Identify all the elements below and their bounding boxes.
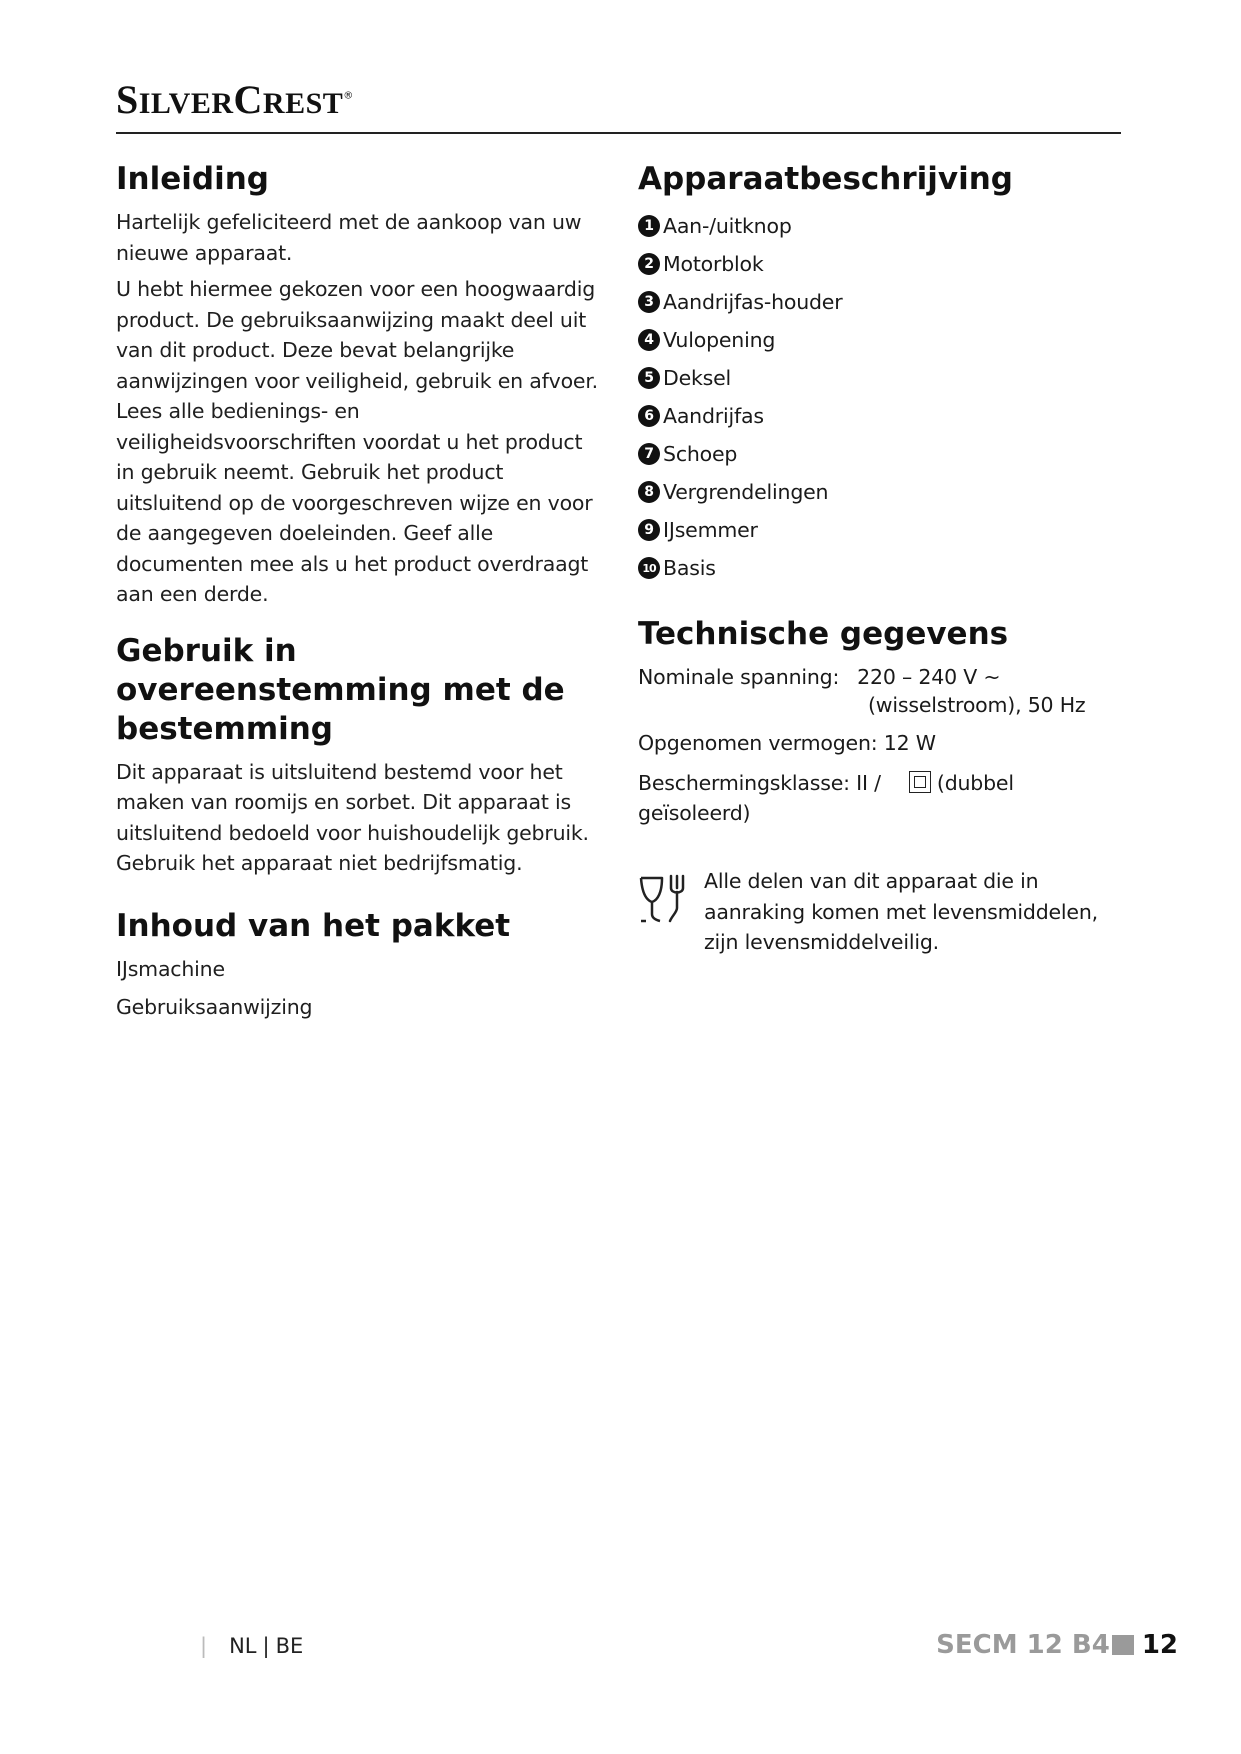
logo-letter: S: [116, 77, 139, 122]
number-badge: 3: [638, 291, 660, 313]
brand-logo: [116, 77, 354, 122]
number-badge: 5: [638, 367, 660, 389]
part-item: [638, 359, 1128, 397]
parts-list: [638, 207, 1128, 587]
page-footer: [936, 1630, 1178, 1660]
part-label: Aandrijfas-houder: [663, 290, 843, 314]
language-separator: |: [262, 1634, 270, 1658]
part-label: Aan-/uitknop: [663, 214, 792, 238]
section-title: Technische gegevens: [638, 616, 1009, 652]
section-title: Inhoud van het pakket: [116, 907, 511, 944]
number-badge: 8: [638, 481, 660, 503]
spec-label: Nominale spanning:: [638, 665, 840, 689]
part-label: IJsemmer: [663, 518, 758, 542]
language-footer: [200, 1634, 303, 1658]
paragraph: Dit apparaat is uitsluitend bestemd voor het maken van roomijs en sorbet. Dit apparaat is uitsluitend bedoeld voor huishoudelijk gebruik. Gebruik het apparaat niet bedrijfsmatig.: [116, 759, 589, 875]
part-label: Motorblok: [663, 252, 764, 276]
registered-mark: ®: [343, 90, 354, 102]
logo-text: ILVER: [138, 87, 234, 120]
paragraph: Hartelijk gefeliciteerd met de aankoop van uw nieuwe apparaat.: [116, 210, 582, 265]
part-item: [638, 321, 1128, 359]
part-item: [638, 245, 1128, 283]
double-insulation-icon: [909, 771, 931, 793]
footer-box: [1112, 1635, 1134, 1655]
spec-voltage: [638, 662, 1128, 692]
right-column: [638, 160, 1128, 958]
spec-label: Beschermingsklasse: II /: [638, 771, 881, 795]
part-item: [638, 397, 1128, 435]
number-badge: 10: [638, 557, 660, 579]
part-item: [638, 511, 1128, 549]
spec-value: 220 – 240 V ~: [857, 665, 1001, 689]
part-label: Vergrendelingen: [663, 480, 829, 504]
header-divider: [116, 132, 1121, 134]
language-code: NL: [229, 1634, 257, 1658]
part-item: [638, 435, 1128, 473]
paragraph: U hebt hiermee gekozen voor een hoogwaardig product. De gebruiksaanwijzing maakt deel uit van dit product. Deze bevat belangrijke aanwijzingen voor veiligheid, gebruik en afvoer. Lees alle bedienings- en veiligheidsvoorschriften voordat u het product in gebruik neemt. Gebruik het product uitsluitend op de voorgeschreven wijze en voor de aangegeven doeleinden. Geef alle documenten mee als u het product overdraagt aan een derde.: [116, 277, 598, 606]
number-badge: 7: [638, 443, 660, 465]
spec-protection-class: [638, 768, 1128, 828]
part-label: Basis: [663, 556, 716, 580]
package-item: IJsmachine: [116, 956, 225, 981]
number-badge: 2: [638, 253, 660, 275]
number-badge: 1: [638, 215, 660, 237]
food-safe-icon: [638, 872, 690, 928]
spec-power: Opgenomen vermogen: 12 W: [638, 731, 936, 755]
part-item: [638, 283, 1128, 321]
food-safe-note: [638, 866, 1128, 958]
specs-section: [638, 615, 1128, 828]
number-badge: 6: [638, 405, 660, 427]
spec-value: (dubbel geïsoleerd): [638, 771, 1014, 825]
section-title: Inleiding: [116, 161, 269, 197]
language-code: BE: [275, 1634, 304, 1658]
logo-text: REST: [262, 87, 344, 120]
number-badge: 9: [638, 519, 660, 541]
package-item: Gebruiksaanwijzing: [116, 995, 313, 1019]
page-number: 12: [1141, 1630, 1178, 1660]
part-label: Vulopening: [663, 328, 776, 352]
section-title: Gebruik in overeenstemming met de bestemming: [116, 632, 565, 747]
model-number: SECM 12 B4: [936, 1630, 1110, 1660]
logo-letter: C: [233, 77, 263, 122]
left-column: [116, 160, 606, 1051]
part-label: Aandrijfas: [663, 404, 764, 428]
number-badge: 4: [638, 329, 660, 351]
intended-use-section: [116, 632, 606, 879]
food-note-text: Alle delen van dit apparaat die in aanraking komen met levensmiddelen, zijn levensmiddelveilig.: [704, 869, 1098, 954]
part-item: [638, 207, 1128, 245]
footer-divider: |: [200, 1634, 208, 1658]
part-label: Deksel: [663, 366, 732, 390]
description-section: [638, 160, 1128, 587]
spec-voltage-note: (wisselstroom), 50 Hz: [868, 693, 1086, 717]
package-section: [116, 907, 606, 1023]
intro-section: [116, 160, 606, 610]
part-item: [638, 473, 1128, 511]
part-item: [638, 549, 1128, 587]
part-label: Schoep: [663, 442, 738, 466]
section-title: Apparaatbeschrijving: [638, 161, 1013, 197]
